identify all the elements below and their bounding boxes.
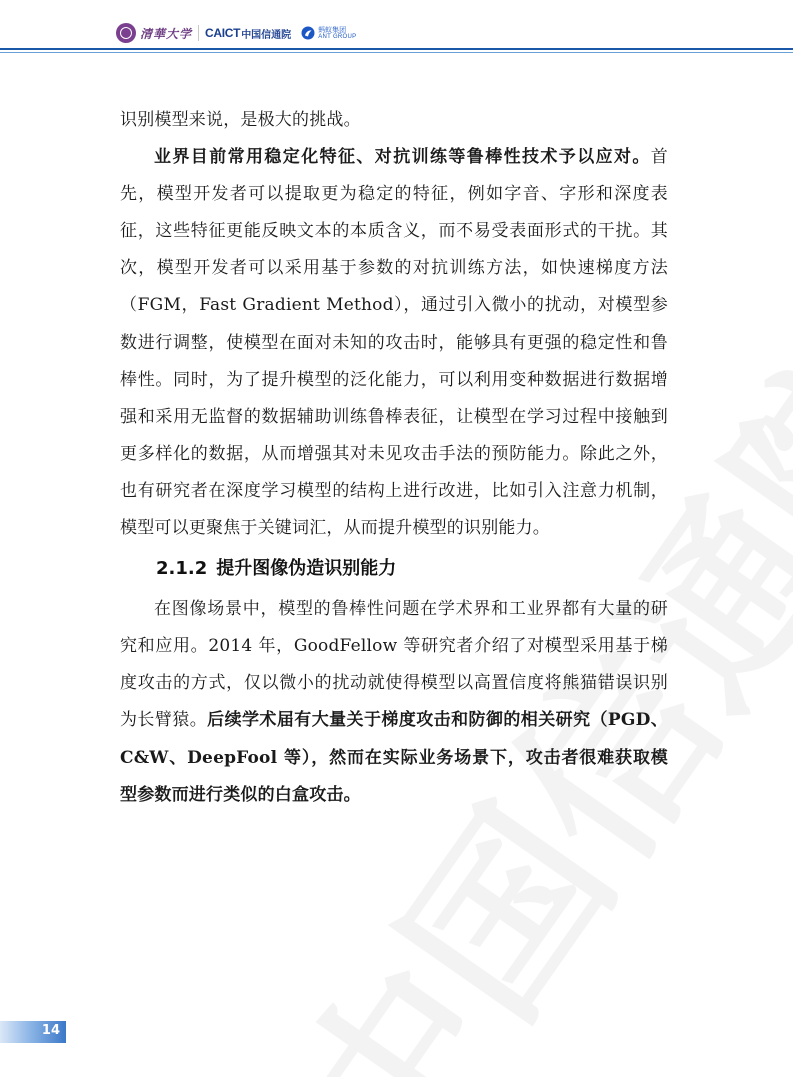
tsinghua-logo-text: 清華大学 bbox=[140, 26, 193, 41]
page-number-bar bbox=[0, 1021, 66, 1043]
paragraph-text: 识别模型来说，是极大的挑战。 bbox=[120, 110, 361, 130]
ant-group-logo bbox=[318, 27, 356, 40]
paragraph-bold-text: 后续学术届有大量关于梯度攻击和防御的相关研究（PGD、C&W、DeepFool 等），然而在实际业务场景下，攻击者很难获取模型参数而进行类似的白盒攻击。 bbox=[120, 710, 669, 805]
section-heading bbox=[120, 547, 668, 591]
paragraph-lead-bold: 业界目前常用稳定化特征、对抗训练等鲁棒性技术予以应对。 bbox=[154, 147, 651, 168]
body-content bbox=[120, 102, 668, 814]
section-title: 提升图像伪造识别能力 bbox=[216, 558, 397, 580]
page-header bbox=[0, 0, 793, 60]
section-number: 2.1.2 bbox=[156, 558, 208, 580]
paragraph-continuation bbox=[120, 102, 668, 139]
paragraph-image-scenario bbox=[120, 591, 668, 814]
logo-divider bbox=[198, 25, 199, 41]
paragraph-text: 在图像场景中，模型的鲁棒性问题在学术界和工业界都有大量的研究和应用。2014 年，GoodFellow 等研究者介绍了对模型采用基于梯度攻击的方式，仅以微小的扰动就使得模型以高置信度将熊猫错误识别为长臂猿。 bbox=[120, 599, 668, 731]
caict-cn-text: 中国信通院 bbox=[241, 29, 292, 41]
ant-group-icon bbox=[301, 26, 315, 40]
ant-group-en-text: ANT GROUP bbox=[318, 33, 357, 40]
tsinghua-seal-icon bbox=[116, 23, 136, 43]
partner-logos bbox=[116, 22, 356, 44]
header-rule-thick bbox=[0, 48, 793, 50]
page-number: 14 bbox=[41, 1023, 60, 1038]
paragraph-text: 首先，模型开发者可以提取更为稳定的特征，例如字音、字形和深度表征，这些特征更能反映文本的本质含义，而不易受表面形式的干扰。其次，模型开发者可以采用基于参数的对抗训练方法，如快速梯度方法（FGM，Fast Gradient Method），通过引入微小的扰动，对模型参数进行调整，使模型在面对未知的攻击时，能够具有更强的稳定性和鲁棒性。同时，为了提升模型的泛化能力，可以利用变种数据进行数据增强和采用无监督的数据辅助训练鲁棒表征，让模型在学习过程中接触到更多样化的数据，从而增强其对未见攻击手法的预防能力。除此之外，也有研究者在深度学习模型的结构上进行改进，比如引入注意力机制，模型可以更聚焦于关键词汇，从而提升模型的识别能力。 bbox=[120, 147, 668, 539]
ant-group-cn-text: 蚂蚁集团 bbox=[318, 25, 347, 34]
caict-logo-text: CAICT bbox=[205, 26, 241, 40]
header-rule-thin bbox=[0, 52, 793, 53]
paragraph-robustness bbox=[120, 139, 668, 547]
